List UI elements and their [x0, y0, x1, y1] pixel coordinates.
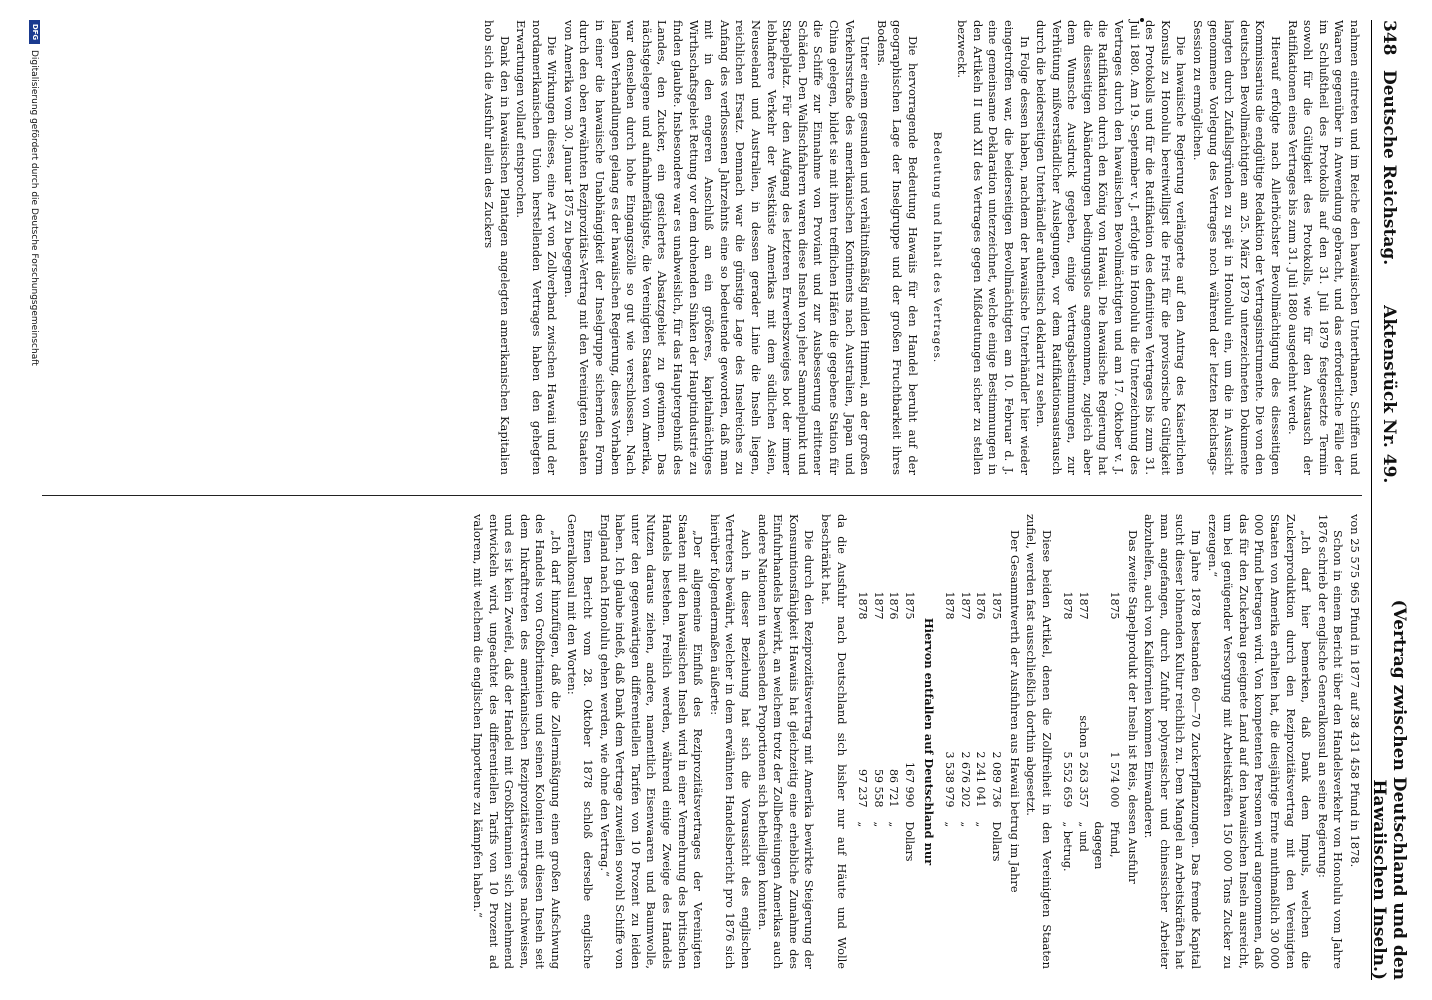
rice-export-table [1060, 592, 1122, 892]
paragraph: Einen Bericht vom 28. Oktober 1878 schloß derselbe englische Generalkonsul mit den Worten: [565, 514, 596, 969]
paragraph: Die hervorragende Bedeutung Hawaiis für den Handel beruht auf der geographischen Lage der Inselgruppe und der großen Fruchtbarkeit ihres Bodens. [874, 20, 920, 475]
table-row: 1876 86 721 „ [887, 591, 901, 828]
paragraph: nahmen eintreten und im Reiche den hawaiischen Unterthanen, Schiffen und Waaren gegenüber in Anwendung gebracht, und das erforderliche Fälle der im Schlußtheil des Protokolls auf den 31. Juli 1879 festgesetzte Termin sowohl für die Gültigkeit des Protokolls, wie für den Austausch der Ratifikationen eines Vertrages bis zum 31. Juli 1880 ausgedehnt werde. [1285, 20, 1362, 475]
paragraph: Das zweite Stapelprodukt der Inseln ist Reis, dessen Ausfuhr [1125, 530, 1140, 884]
paragraph: Die durch den Reziprozitätsvertrag mit Amerika bewirkte Steigerung der Konsumtionsfähigkeit Hawaiis hat gleichzeitig eine erhebliche Zunahme des Einfuhrhandels bewirkt, an welchem trotz der Zollbefreiungen Amerikas auch andere Nationen in wachsenden Proportionen sich betheiligen konnten. [755, 514, 817, 969]
left-column [479, 20, 1362, 475]
table-subheading: Hiervon entfallen auf Deutschland nur [921, 617, 936, 866]
digitization-credit: Digitalisierung gefördert durch die Deutsche Forschungsgemeinschaft [29, 50, 40, 366]
germany-export-table [855, 592, 917, 892]
rotated-document-page [26, 20, 1409, 980]
paragraph: Schon in einem Bericht über den Handelsverkehr von Honolulu vom Jahre 1876 schrieb der englische Generalkonsul an seine Regierung: [1315, 514, 1346, 969]
paragraph: Auch in dieser Beziehung hat sich die Voraussicht des englischen Vertreters bewährt, welcher in dem erwähnten Handelsbericht pro 1876 sich hierüber folgendermaßen äußerte: [707, 514, 754, 969]
paragraph: Hierauf erfolgte nach Allerhöchster Bevollmächtigung des diesseitigen Kommissarius die endgültige Redaktion der Vertragsinstrumente. Die von den deutschen Bevollmächtigten am 25. März 1879 unterzeichneten Dokumente langten durch Zufallsgründen zu spät in Honolulu ein, um die in Aussicht genommene Vorlegung des Vertrages noch während der letzten Reichstags-Session zu ermöglichen. [1191, 20, 1284, 475]
paragraph: In Folge dessen haben, nachdem der hawaiische Unterhändler hier wieder eingetroffen war, die beiderseitigen Bevollmächtigten am 10. Februar d. J. eine gemeinsame Deklaration unterzeichnet, welche einige Bestimmungen in den Artikeln II und XII des Vertrages gegen Mißdeutungen sicher zu stellen bezweckt. [955, 20, 1032, 475]
context-title: (Vertrag zwischen Deutschland und den Hawaiischen Inseln.) [1369, 599, 1409, 980]
section-title: Bedeutung und Inhalt des Vertrages. [930, 131, 943, 364]
paragraph: Unter einem gesunden und verhältnißmäßig milden Himmel, an der großen Verkehrsstraße des amerikanischen Kontinents nach Australien, Japan und China gelegen, bildet sie mit ihren trefflichen Häfen die gegebene Station für die Schiffe zur Einnahme von Proviant und zur Ausbesserung erlittener Schäden. Den Walfischfahrern waren diese Inseln von jeher Sammelpunkt und Stapelplatz. Für den Aufgang des letzteren Erwerbszweiges bot der immer lebhaftere Verkehr der Westküste Amerikas mit dem südlichen Asien, Neuseeland und Australien, in dessen gerader Linie die Inseln liegen, reichlichen Ersatz. Demnach war die günstige Lage des Inselreiches zu Anfang des verflossenen Jahrzehnts eine so bedeutende geworden, daß man mit in den engeren Anschluß an ein größeres, kapitalmächtiges Wirthschaftsgebiet Rettung vor dem drohenden Sinken der Hauptindustrie zu finden glaubte. Insbesondere war es unabweislich, für das Hauptergebniß des Landes, den Zucker, ein gesichertes Absatzgebiet zu gewinnen. Das nächstgelegene und aufnahmefähigste, die Vereinigten Staaten von Amerika, war denselben durch hohe Eingangszölle so gut wie verschlossen. Nach langen Verhandlungen gelang es der hawaiischen Regierung, dieses Vorhaben in einer die hawaiische Unabhängigkeit der Inselgruppe sichernden Form durch den oben erwähnten Reziprozitäts-Vertrag mit den Vereinigten Staaten von Amerika vom 30. Januar 1875 zu begegnen. [561, 20, 873, 475]
table-row: 1877 2 676 202 „ [958, 591, 972, 828]
quote-paragraph: „Ich darf hinzufügen, daß die Zollermäßigung einen großen Aufschwung des Handels von Großbritannien und seinen Kolonien mit diesen Inseln seit dem Inkrafttreten des amerikanischen Reziprozitätsvertrages nachweisen, und es ist kein Zweifel, daß der Handel mit Großbritannien sich zunehmend entwickeln wird, ungeachtet des differentiellen Tarifs von 10 Prozent ad valorem, mit welchem die englischen Importeure zu kämpfen haben.“ [470, 514, 563, 969]
paragraph: Im Jahre 1878 bestanden 60—70 Zuckerpflanzungen. Das fremde Kapital sucht dieser lohnenden Kultur reichlich zu. Dem Mangel an Arbeitskräften hat man angefangen, durch Zufuhr polynesischer und chinesischer Arbeiter abzuhelfen, auch von Kalifornien kommen Einwanderer. [1142, 514, 1204, 969]
table-row: 1878 3 538 979 „ [943, 591, 957, 828]
table-row: 1877 schon 5 263 357 „ und [1076, 591, 1090, 852]
page-header [1369, 20, 1409, 980]
total-export-table [942, 592, 1004, 892]
dfg-logo: DFG [29, 20, 40, 44]
table-row: 1875 1 574 000 Pfund, dagegen [1092, 591, 1122, 870]
paragraph: von 25 575 965 Pfund in 1877 auf 38 431 458 Pfund in 1878. [1348, 514, 1362, 868]
table-row: 1875 167 990 Dollars [902, 591, 916, 862]
paragraph: da die Ausfuhr nach Deutschland sich bisher nur auf Häute und Wolle beschränkt hat. [819, 514, 849, 969]
quote-paragraph: „Ich darf hier bemerken, daß Dank dem Impuls, welchen die Zuckerproduktion durch den Reziprozitätsvertrag mit den Vereinigten Staaten von Amerika erhalten hat, die diesjährige Ernte muthmaßlich 30 000 000 Pfund betragen wird. Von kompetenten Personen wird angenommen, daß das für den Zuckerbau geeignete Land auf den hawaiischen Inseln ausreicht, um bei genügender Versorgung mit Arbeitskräften 150 000 Tons Zucker zu erzeugen.“ [1205, 514, 1314, 969]
digitization-footer [29, 20, 40, 980]
table-row: 1877 59 558 „ [871, 591, 885, 828]
paragraph: Diese beiden Artikel, denen die Zollfreiheit in den Vereinigten Staaten zufiel, werden fast ausschließlich dorthin abgesetzt. [1024, 514, 1054, 969]
right-column [468, 514, 1362, 969]
page-number: 348 [1379, 20, 1399, 56]
paragraph: Dank den in hawaiischen Plantagen angelegten amerikanischen Kapitalien hob sich die Ausfuhr allein des Zuckers [481, 20, 512, 475]
document-number: Aktenstück Nr. 49. [1379, 305, 1399, 484]
table-row: 1875 2 089 736 Dollars [989, 591, 1003, 862]
table-row: 1878 5 552 659 „ betrug. [1061, 591, 1075, 872]
quote-paragraph: „Der allgemeine Einfluß des Reziprozitätsvertrages der Vereinigten Staaten mit den hawaiischen Inseln wird in einer Vermehrung des britischen Handels bestehen. Freilich werden, während einige Zweige des Handels Nutzen daraus ziehen, andere, namentlich Eisenwaaren und Baumwolle, unter den gegenwärtigen differentiellen Tarifen von 10 Prozent zu leiden haben. Ich glaube indeß, daß Dank dem Vertrage zuweilen sowohl Schiffe von England nach Honolulu gehen werden, wie ohne den Vertrag.“ [597, 514, 706, 969]
column-divider [42, 495, 1362, 496]
journal-title: Deutsche Reichstag. [1379, 70, 1399, 266]
paragraph: Der Gesammtwerth der Ausfuhren aus Hawaii betrug im Jahre [1007, 530, 1022, 893]
table-row: 1878 97 237 „ [856, 591, 870, 828]
table-row: 1876 2 241 041 „ [974, 591, 988, 828]
paragraph: Die Wirkungen dieses, eine Art von Zollverband zwischen Hawaii und der nordamerikanischen Union herstellenden Vertrages haben den gehegten Erwartungen vollauf entsprochen. [514, 20, 560, 475]
paragraph: Die hawaiische Regierung verlängerte auf den Antrag des Kaiserlichen Konsuls zu Honolulu bereitwilligst die Frist für die provisorische Gültigkeit des Protokolls und für die Ratifikation des definitiven Vertrages bis zum 31. Juli 1880. Am 19. September v. J. erfolgte in Honolulu die Unterzeichnung des Vertrages durch den hawaiischen Bevollmächtigten und am 17. Oktober v. J. die Ratifikation durch den König von Hawaii. Die hawaiische Regierung hat die diesseitigen Abänderungen bedingungslos angenommen, zugleich aber dem Wunsche Ausdruck gegeben, einige Vertragsbestimmungen, zur Verhütung mißverständlicher Auslegungen, vor dem Ratifikationsaustausch durch die beiderseitigen Unterhändler authentisch deklarirt zu sehen. [1034, 20, 1189, 475]
